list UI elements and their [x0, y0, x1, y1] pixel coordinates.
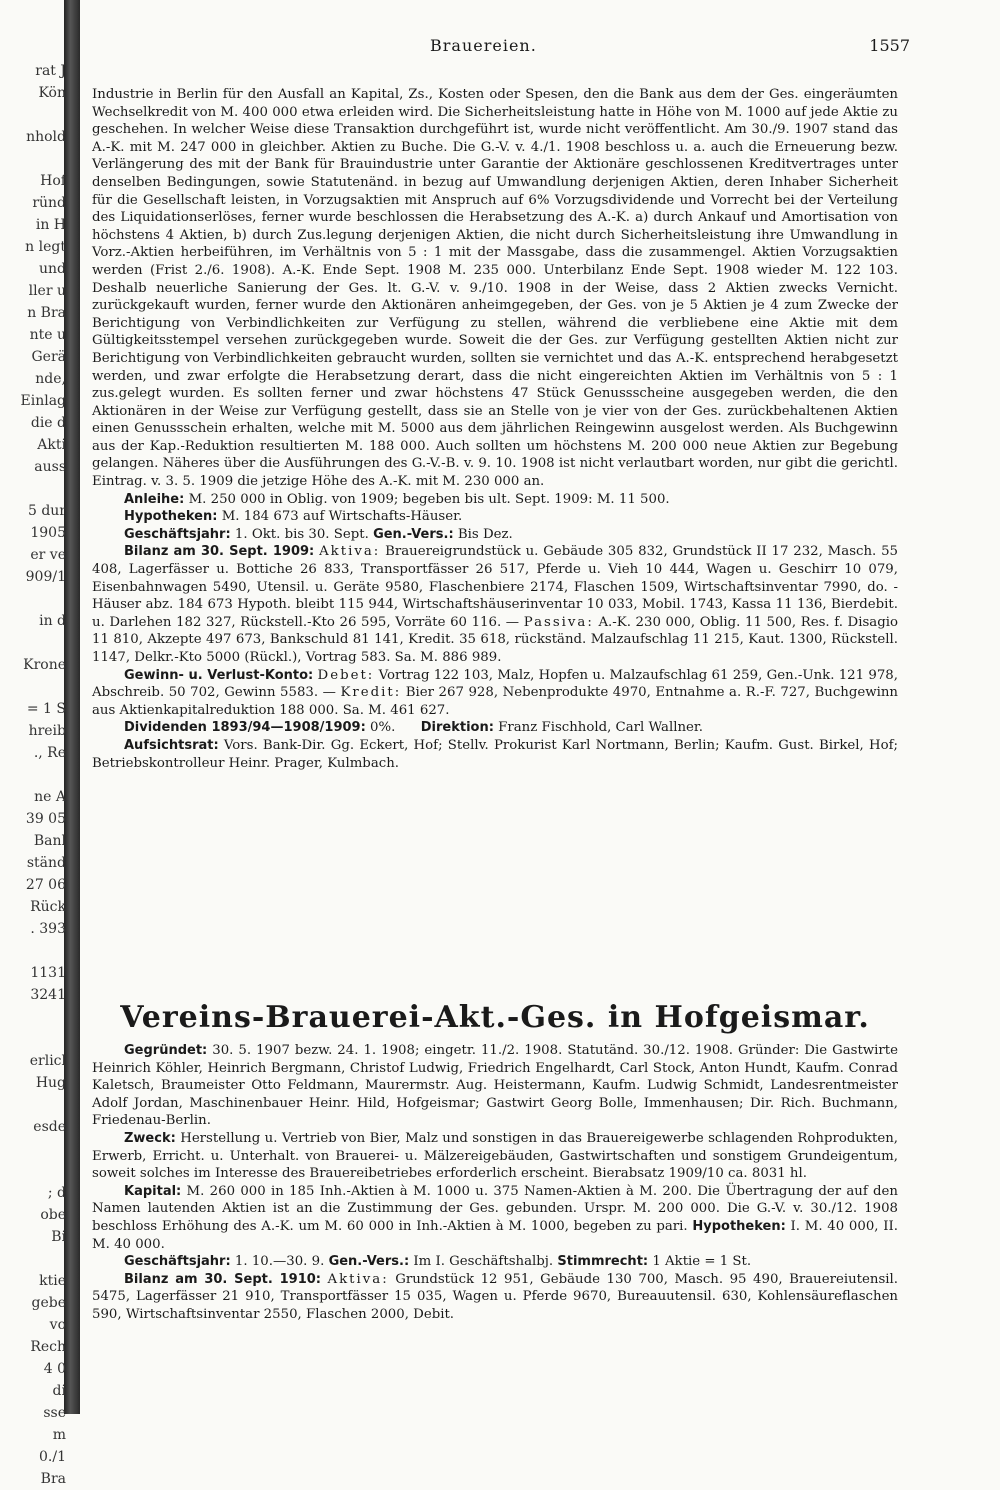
- credit-word: Kredit:: [340, 685, 402, 701]
- gutter-line: [0, 1028, 70, 1050]
- profit-loss-label: Gewinn- u. Verlust-Konto:: [124, 667, 314, 683]
- management-text: Franz Fischhold, Carl Wallner.: [498, 720, 703, 736]
- gutter-line: ne A: [34, 789, 66, 805]
- profit-loss-debit-text: Vortrag 122 103, Malz, Hopfen u. Malzaufschlag 61 259, Gen.-Unk. 121 978, Abschreib. 50 702, Gewinn 5583. —: [92, 667, 898, 701]
- gutter-line: [0, 764, 70, 786]
- gutter-line: [0, 104, 70, 126]
- balance-liabilities-text: A.-K. 230 000, Oblig. 11 500, Res. f. Disagio 11 810, Akzepte 497 673, Bankschuld 81 141, Kredit. 35 618, rückständ. Malzaufschlag 11 215, Kaut. 1300, Rückstell. 1147, Delkr.-Kto 5000 (Rückl.), Vortrag 583. Sa. M. 886 989.: [92, 614, 898, 665]
- gutter-line: ller u: [28, 283, 66, 299]
- fiscal-year-label: Geschäftsjahr:: [124, 526, 231, 542]
- fiscal-year-text: 1. 10.—30. 9.: [234, 1254, 325, 1270]
- gutter-line: Bi: [51, 1229, 66, 1245]
- gutter-line: rat J: [35, 63, 66, 79]
- running-header: [90, 36, 910, 58]
- gutter-line: Bra: [40, 1471, 66, 1487]
- mortgage-text: M. 184 673 auf Wirtschafts-Häuser.: [221, 509, 463, 525]
- gutter-line: und: [39, 261, 66, 277]
- founded-entry: [92, 1042, 898, 1130]
- gutter-line: = 1 S: [26, 701, 66, 717]
- gutter-line: in d: [39, 613, 66, 629]
- gutter-line: di: [52, 1383, 66, 1399]
- gutter-line: er ve: [30, 547, 66, 563]
- gutter-line: [0, 1094, 70, 1116]
- general-meeting-text: Im I. Geschäftshalbj.: [413, 1254, 554, 1270]
- supervisory-board-entry: [92, 737, 898, 772]
- gutter-line: [0, 588, 70, 610]
- supervisory-board-text: Vors. Bank-Dir. Gg. Eckert, Hof; Stellv. Prokurist Karl Nortmann, Berlin; Kaufm. Gust. Birkel, Hof; Betriebskontrolleur Heinr. Prager, Kulmbach.: [92, 737, 898, 771]
- purpose-entry: [92, 1130, 898, 1183]
- capital-text: M. 260 000 in 185 Inh.-Aktien à M. 1000 u. 375 Namen-Aktien à M. 200. Die Übertragung der auf den Namen lautenden Aktien ist an die Zustimmung der Ges. gebunden. Urspr. M. 200 000. Die G.-V. v. 30./12. 1908 beschloss Erhöhung des A.-K. um M. 60 000 in Inh.-Aktien à M. 1000, begeben zu pari.: [92, 1183, 898, 1234]
- gutter-line: nte u: [29, 327, 66, 343]
- supervisory-board-label: Aufsichtsrat:: [124, 737, 219, 753]
- founded-label: Gegründet:: [124, 1043, 208, 1058]
- gutter-line: 0./1: [39, 1449, 66, 1465]
- gutter-line: ., Re: [33, 745, 66, 761]
- management-label: Direktion:: [420, 720, 494, 736]
- gutter-line: obe: [40, 1207, 66, 1223]
- profit-loss-entry: [92, 667, 898, 720]
- gutter-line: 27 06: [25, 877, 66, 893]
- purpose-label: Zweck:: [124, 1130, 176, 1146]
- gutter-line: [0, 1006, 70, 1028]
- gutter-line: ; d: [47, 1185, 66, 1201]
- gutter-line: [0, 1138, 70, 1160]
- gutter-line: 909/1: [25, 569, 66, 585]
- gutter-line: vo: [49, 1317, 66, 1333]
- gutter-line: 39 05: [25, 811, 66, 827]
- page-number: 1557: [869, 36, 910, 55]
- mortgage-text: I. M. 40 000, II. M. 40 000.: [92, 1218, 898, 1252]
- balance-assets-text: Brauereigrundstück u. Gebäude 305 832, Grundstück II 17 232, Masch. 55 408, Lagerfässer u. Bottiche 26 833, Transportfässer 26 517, Pferde u. Vieh 10 444, Wagen u. Geschirr 10 079, Eisenbahnwagen 5490, Utensil. u. Geräte 9580, Flaschenbiere 2174, Flaschen 1509, Wirtschaftsinventar 7990, do. -Häuser abz. 184 673 Hypoth. bleibt 115 944, Wirtschaftshäuserinventar 10 033, Mobil. 1743, Kassa 11 136, Bierdebit. u. Darlehen 182 327, Rückstell.-Kto 26 595, Vorräte 60 116. —: [92, 544, 899, 630]
- gutter-line: gebe: [31, 1295, 66, 1311]
- gutter-line: [0, 676, 70, 698]
- gutter-line: erlicl: [29, 1053, 66, 1069]
- assets-word: Aktiva:: [327, 1271, 389, 1287]
- gutter-line: [0, 632, 70, 654]
- bond-entry: [92, 491, 898, 509]
- company-entry: [92, 1042, 898, 1324]
- fiscal-year-entry: [92, 1253, 898, 1271]
- voting-right-text: 1 Aktie = 1 St.: [652, 1254, 752, 1270]
- gutter-line: sse: [43, 1405, 66, 1421]
- previous-company-entry: [92, 86, 898, 772]
- gutter-line: ständ: [26, 855, 66, 871]
- gutter-line: nde,: [35, 371, 66, 387]
- fiscal-year-entry: [92, 526, 898, 544]
- gutter-line: nhold: [26, 129, 66, 145]
- gutter-line: 1905: [30, 525, 66, 541]
- gutter-line: Hug: [35, 1075, 66, 1091]
- dividends-label: Dividenden 1893/94—1908/1909:: [124, 720, 366, 736]
- assets-word: Aktiva:: [319, 544, 381, 560]
- profit-loss-credit-text: Bier 267 928, Nebenprodukte 4970, Entnahme a. R.-F. 727, Buchgewinn aus Aktienkapitalreduktion 188 000. Sa. M. 461 627.: [92, 685, 898, 718]
- gutter-line: [0, 1160, 70, 1182]
- gutter-line: 3241: [30, 987, 66, 1003]
- dividends-text: 0%.: [370, 720, 396, 736]
- gutter-line: 1131: [30, 965, 66, 981]
- founded-text: 30. 5. 1907 bezw. 24. 1. 1908; eingetr. 11./2. 1908. Statutänd. 30./12. 1908. Gründer: Die Gastwirte Heinrich Köhler, Heinrich Bergmann, Christof Ludwig, Friedrich Engelhardt, Carl Stock, Anton Hundt, Kaufm. Conrad Kaletsch, Braumeister Otto Feldmann, Maurermstr. Aug. Heistermann, Kaufm. Ludwig Schmidt, Landesrentmeister Adolf Jordan, Maschinenbauer Heinr. Hild, Hofgeismar; Gastwirt Georg Bolle, Immenhausen; Dir. Rich. Buchmann, Friedenau-Berlin.: [92, 1043, 898, 1129]
- gutter-line: [0, 940, 70, 962]
- mortgage-entry: [92, 508, 898, 526]
- gutter-line: Gerä: [31, 349, 66, 365]
- header-title: Brauereien.: [430, 36, 537, 55]
- bond-text: M. 250 000 in Oblig. von 1909; begeben bis ult. Sept. 1909: M. 11 500.: [188, 491, 670, 507]
- gutter-line: in H: [35, 217, 66, 233]
- general-meeting-label: Gen.-Vers.:: [373, 526, 454, 542]
- gutter-line: n Bra: [27, 305, 66, 321]
- gutter-line: hreib: [28, 723, 66, 739]
- gutter-line: m: [52, 1427, 66, 1443]
- gutter-line: [0, 148, 70, 170]
- gutter-line: Krone: [23, 657, 66, 673]
- gutter-line: . 393: [30, 921, 66, 937]
- gutter-line: Kön: [38, 85, 66, 101]
- fiscal-year-text: 1. Okt. bis 30. Sept.: [234, 526, 369, 542]
- general-meeting-text: Bis Dez.: [457, 526, 513, 542]
- gutter-line: Einlag: [20, 393, 66, 409]
- gutter-line: ründ: [32, 195, 66, 211]
- debit-word: Debet:: [317, 667, 375, 683]
- balance-entry: [92, 1271, 898, 1324]
- general-meeting-label: Gen.-Vers.:: [328, 1254, 410, 1270]
- balance-label: Bilanz am 30. Sept. 1910:: [124, 1271, 321, 1287]
- gutter-line: auss: [34, 459, 66, 475]
- mortgage-label: Hypotheken:: [692, 1218, 786, 1234]
- company-heading: Vereins-Brauerei-Akt.-Ges. in Hofgeismar.: [120, 1000, 870, 1035]
- gutter-line: [0, 1248, 70, 1270]
- liabilities-word: Passiva:: [523, 614, 594, 630]
- gutter-line: n legt: [25, 239, 66, 255]
- gutter-line: Akti: [37, 437, 66, 453]
- capital-history-paragraph: Industrie in Berlin für den Ausfall an Kapital, Zs., Kosten oder Spesen, den die Bank aus dem der Ges. eingeräumten Wechselkredit von M. 400 000 etwa erleiden wird. Die Sicherheitsleistung hatte in Höhe von M. 1000 auf jede Aktie zu geschehen. In welcher Weise diese Transaktion durchgeführt ist, wurde nicht veröffentlicht. Am 30./9. 1907 stand das A.-K. mit M. 247 000 in gleichber. Aktien zu Buche. Die G.-V. v. 4./1. 1908 beschloss u. a. auch die Erneuerung bezw. Verlängerung des mit der Bank für Brauindustrie unter Garantie der Aktionäre geschlossenen Kreditvertrages unter denselben Bedingungen, sowie Statutenänd. in bezug auf Umwandlung derjenigen Aktien, deren Inhaber Sicherheit für die Gesellschaft leisten, in Vorzugsaktien mit Anspruch auf 6% Vorzugsdividende und Vorrecht bei der Verteilung des Liquidationserlöses, ferner wurde beschlossen die Herabsetzung des A.-K. a) durch Ankauf und Amortisation von höchstens 4 Aktien, b) durch Zus.legung derjenigen Aktien, die nicht durch Sicherheitsleistung ihre Umwandlung in Vorz.-Aktien herbeiführen, im Verhältnis von 5 : 1 mit der Massgabe, dass die zusammengel. Aktien Vorzugsaktien werden (Frist 2./6. 1908). A.-K. Ende Sept. 1908 M. 235 000. Unterbilanz Ende Sept. 1908 wieder M. 122 103. Deshalb neuerliche Sanierung der Ges. lt. G.-V. v. 9./10. 1908 in der Weise, dass 2 Aktien zwecks Vernicht. zurückgekauft wurden, ferner wurde den Aktionären anheimgegeben, der Ges. von je 5 Aktien je 4 zum Zwecke der Berichtigung von Verbindlichkeiten zur Verfügung zu stellen, während die verbliebene eine Aktie mit dem Gültigkeitsstempel versehen zurückgegeben wurde. Soweit die der Ges. zur Verfügung gestellten Aktien nicht zur Berichtigung von Verbindlichkeiten gebraucht wurden, sollten sie vernichtet und das A.-K. entsprechend herabgesetzt werden, und zwar erfolgte die Herabsetzung derart, dass die nicht eingereichten Aktien im Verhältnis von 5 : 1 zus.gelegt wurden. Es sollten ferner und zwar höchstens 47 Stück Genussscheine ausgegeben werden, die den Aktionären in der Weise zur Verfügung gestellt, dass sie an Stelle von je vier von der Ges. zurückbehaltenen Aktien einen Genussschein erhalten, welche mit M. 5000 aus dem jährlichen Reingewinn ausgelost werden. Als Buchgewinn aus der Kap.-Reduktion resultierten M. 188 000. Auch sollten um höchstens M. 200 000 neue Aktien zur Begebung gelangen. Näheres über die Ausführungen des G.-V.-B. v. 9. 10. 1908 ist nicht verlautbart worden, nur gibt die gerichtl. Eintrag. v. 3. 5. 1909 die jetzige Höhe des A.-K. mit M. 230 000 an.: [92, 87, 898, 490]
- balance-text: Grundstück 12 951, Gebäude 130 700, Masch. 95 490, Brauereiutensil. 5475, Lagerfässer 21 910, Transportfässer 15 035, Wagen u. Pferde 9670, Bureauutensil. 630, Kohlensäureflaschen 590, Wirtschaftsinventar 2550, Flaschen 2000, Debit.: [92, 1271, 898, 1322]
- gutter-line: ktie: [39, 1273, 66, 1289]
- balance-label: Bilanz am 30. Sept. 1909:: [124, 544, 315, 560]
- capital-entry: [92, 1183, 898, 1253]
- capital-label: Kapital:: [124, 1183, 182, 1199]
- gutter-line: [0, 478, 70, 500]
- gutter-line: 4 0: [43, 1361, 66, 1377]
- gutter-line: die d: [30, 415, 66, 431]
- gutter-line: Banl: [33, 833, 66, 849]
- fiscal-year-label: Geschäftsjahr:: [124, 1254, 231, 1270]
- gutter-line: esde: [33, 1119, 66, 1135]
- gutter-line: Hof: [40, 173, 66, 189]
- purpose-text: Herstellung u. Vertrieb von Bier, Malz und sonstigen in das Brauereigewerbe schlagenden Rohprodukten, Erwerb, Erricht. u. Unterhalt. von Brauerei- u. Mälzereigebäuden, Gastwirtschaften und sonstigem Grundeigentum, soweit solches im Interesse des Brauereibetriebes erforderlich erscheint. Bierabsatz 1909/10 ca. 8031 hl.: [92, 1130, 898, 1182]
- mortgage-label: Hypotheken:: [124, 509, 218, 525]
- bond-label: Anleihe:: [124, 491, 185, 507]
- dividends-entry: [92, 719, 898, 737]
- gutter-line: Rück: [30, 899, 66, 915]
- gutter-line: Rech: [30, 1339, 66, 1355]
- gutter-line: 5 dur: [27, 503, 66, 519]
- adjacent-page-fragment: [0, 60, 70, 1487]
- balance-entry: [92, 543, 898, 666]
- voting-right-label: Stimmrecht:: [557, 1254, 649, 1270]
